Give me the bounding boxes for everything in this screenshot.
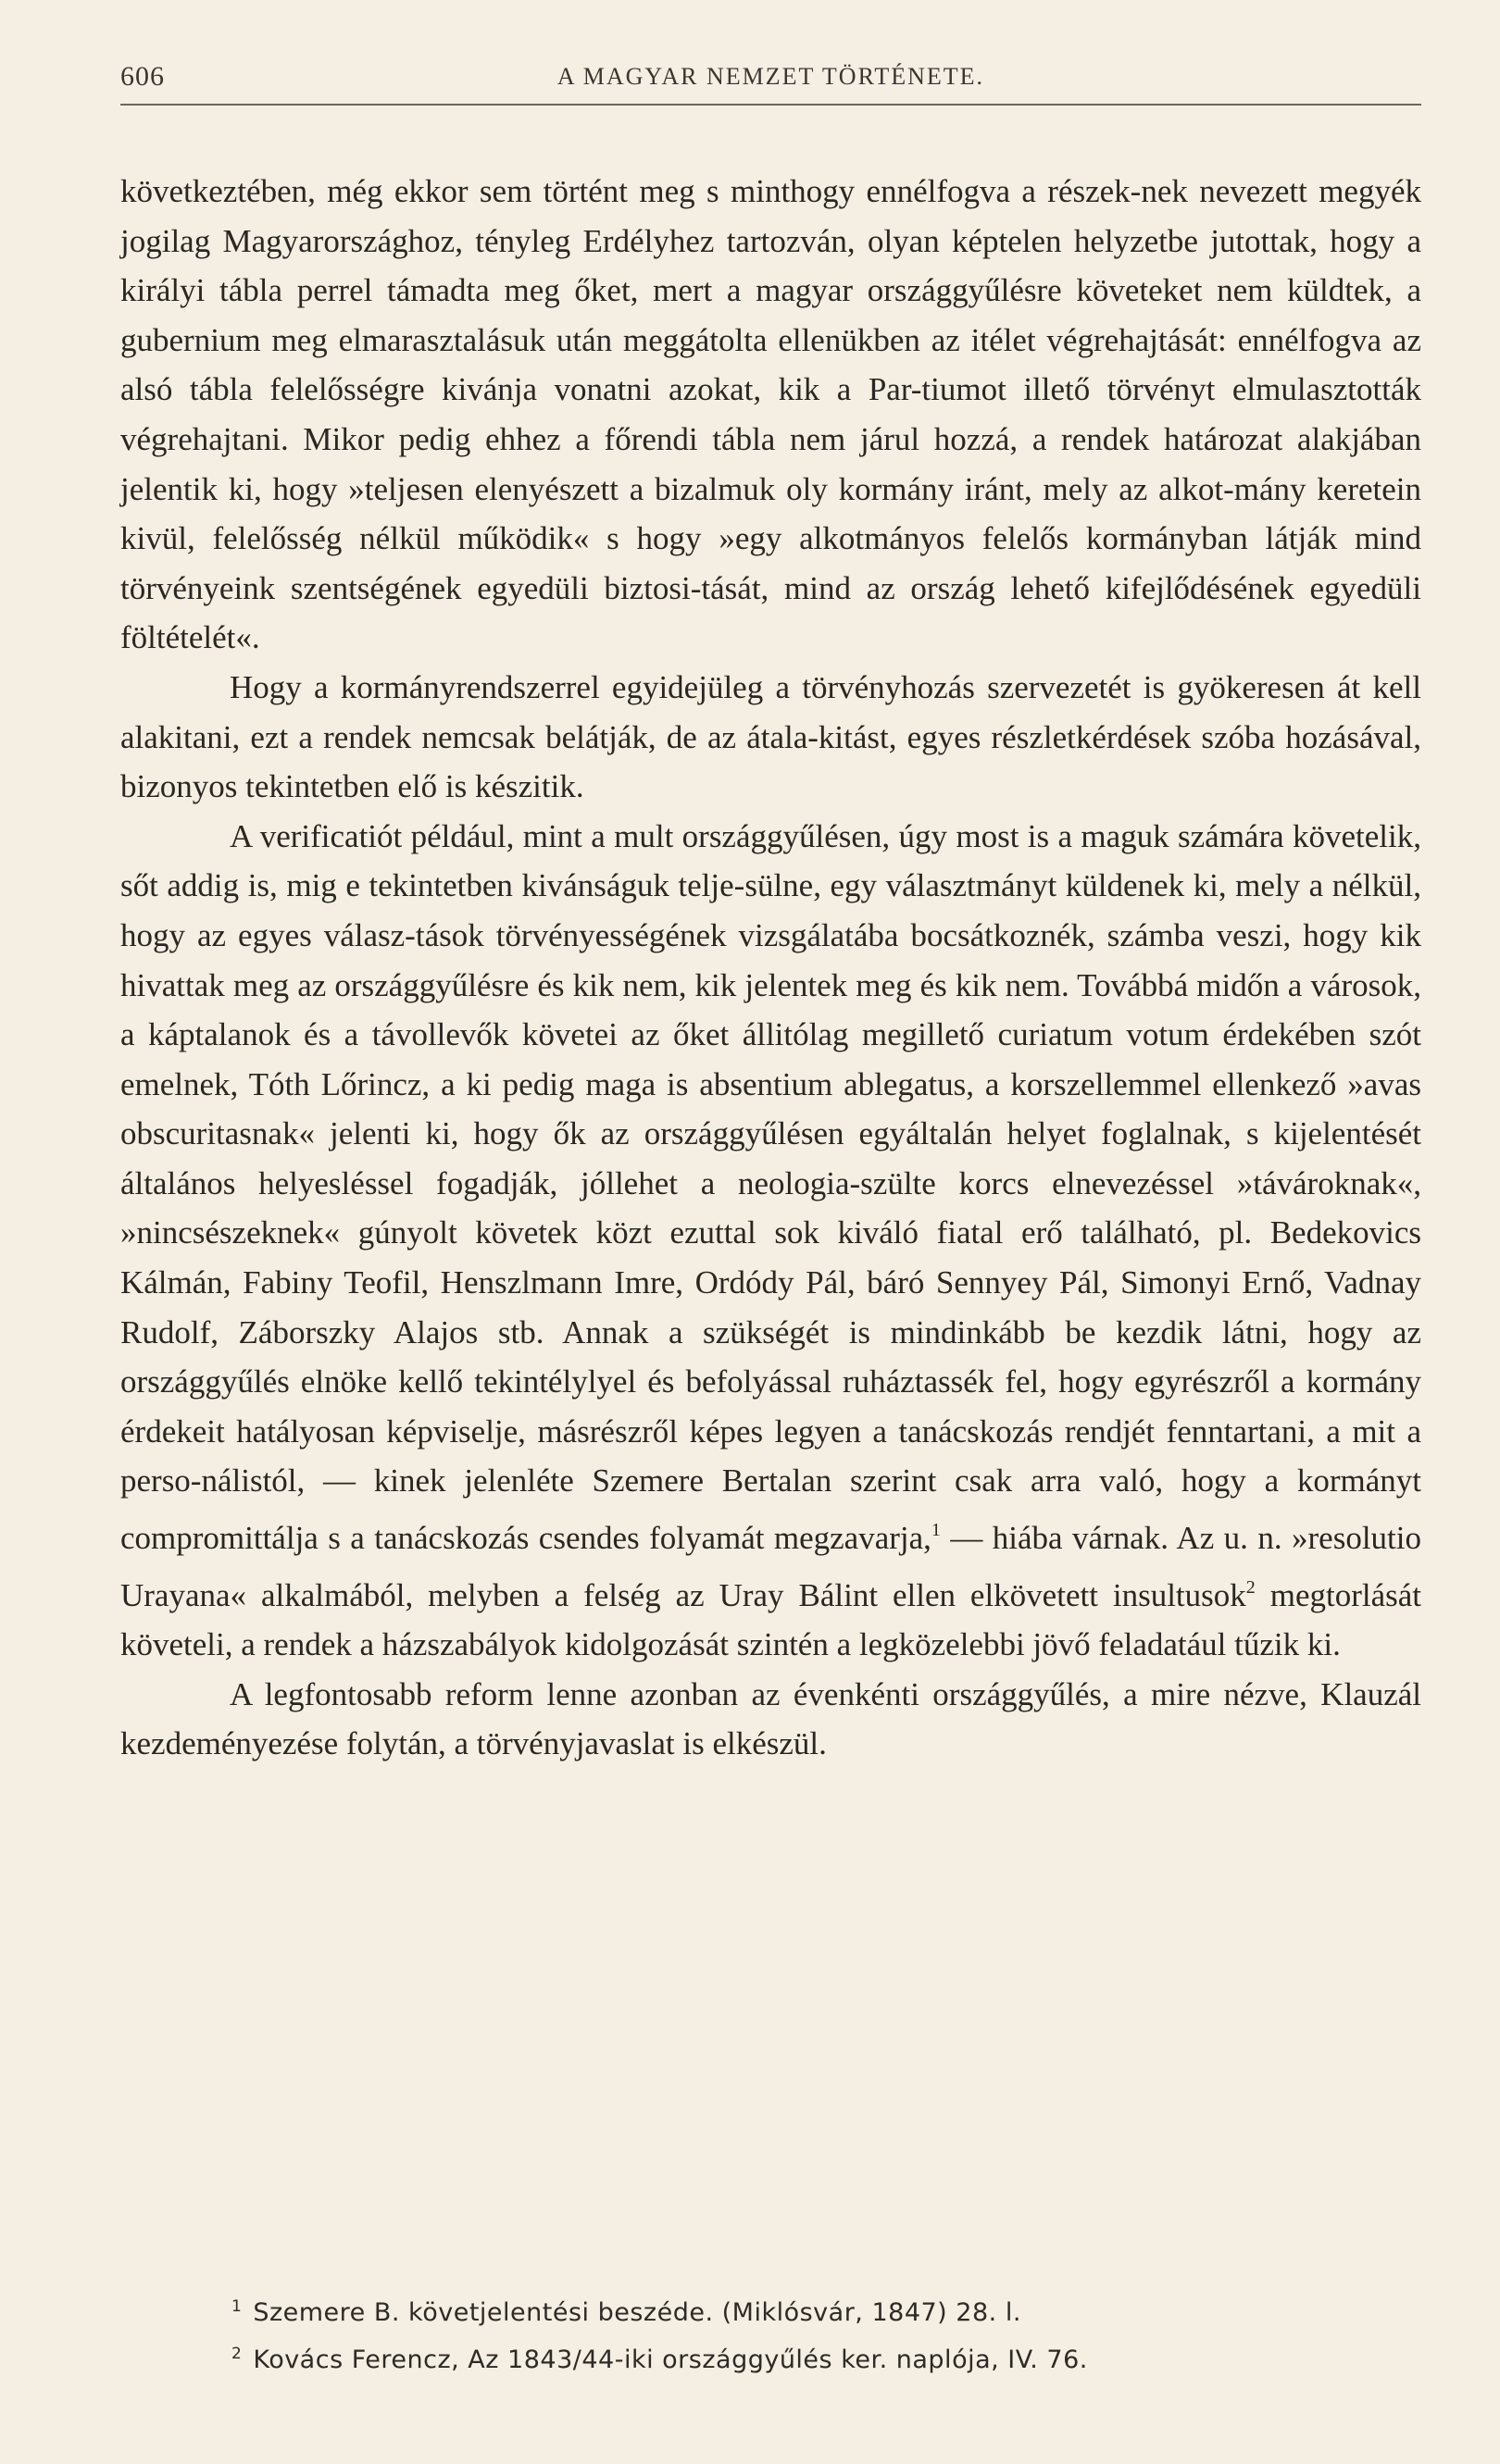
footnote-mark: 1	[231, 2297, 243, 2316]
footnote-1	[231, 2286, 1389, 2333]
footnote-ref-2: 2	[1245, 1576, 1256, 1598]
paragraph-3-part-a: A verificatiót például, mint a mult országgyűlésen, úgy most is a maguk számára követelik, sőt addig is, mig e tekintetben kivánságuk telje-sülne, egy választmányt küldenek ki, mely a nélkül, hogy az egyes válasz-tások törvényességének vizsgálatába bocsátkoznék, számba veszi, hogy kik hivattak meg az országgyűlésre és kik nem, kik jelentek meg és kik nem. Továbbá midőn a városok, a káptalanok és a távollevők követei az őket állitólag megillető curiatum votum érdekében szót emelnek, Tóth Lőrincz, a ki pedig maga is absentium ablegatus, a korszellemmel ellenkező »avas obscuritasnak« jelenti ki, hogy ők az országgyűlésen egyáltalán helyet foglalnak, s kijelentését általános helyesléssel fogadják, jóllehet a neologia-szülte korcs elnevezéssel »távároknak«, »nincsészeknek« gúnyolt követek közt ezuttal sok kiváló fiatal erő található, pl. Bedekovics Kálmán, Fabiny Teofil, Henszlmann Imre, Ordódy Pál, báró Sennyey Pál, Simonyi Ernő, Vadnay Rudolf, Záborszky Alajos stb. Annak a szükségét is mindinkább be kezdik látni, hogy az országgyűlés elnöke kellő tekintélylyel és befolyással ruháztassék fel, hogy egyrészről a kormány érdekeit hatályosan képviselje, másrészről képes legyen a tanácskozás rendjét fenntartani, a mit a perso-nálistól, — kinek jelenléte Szemere Bertalan szerint csak arra való, hogy a kormányt compromittálja s a tanácskozás csendes folyamát megzavarja,	[120, 817, 1421, 1557]
paragraph-3-part-b: — hiába várnak. Az u. n. »resolutio Urayana« alkalmából, melyben a felség az Uray Bálint ellen elkövetett insultusok	[120, 1520, 1421, 1613]
footnote-2	[231, 2333, 1389, 2381]
footnote-text: Kovács Ferencz, Az 1843/44-iki országgyűlés ker. naplója, IV. 76.	[253, 2346, 1088, 2374]
paragraph-4: A legfontosabb reform lenne azonban az évenkénti országgyűlés, a mire nézve, Klauzál kezdeményezése folytán, a törvényjavaslat is elkészül.	[120, 1675, 1421, 1762]
footnote-text: Szemere B. követjelentési beszéde. (Miklósvár, 1847) 28. l.	[253, 2298, 1021, 2327]
running-title: A MAGYAR NEMZET TÖRTÉNETE.	[556, 63, 985, 90]
footnote-ref-1: 1	[931, 1520, 941, 1541]
paragraph-1: következtében, még ekkor sem történt meg s minthogy ennélfogva a részek-nek nevezett megyék jogilag Magyarországhoz, tényleg Erdélyhez tartozván, olyan képtelen helyzetbe jutottak, hogy a királyi tábla perrel támadta meg őket, mert a magyar országgyűlésre követeket nem küldtek, a gubernium meg elmarasztalásuk után meggátolta ellenükben az itélet végrehajtását: ennélfogva az alsó tábla felelősségre kivánja vonatni azokat, kik a Par-tiumot illető törvényt elmulasztották végrehajtani. Mikor pedig ehhez a főrendi tábla nem járul hozzá, a rendek határozat alakjában jelentik ki, hogy »teljesen elenyészett a bizalmuk oly kormány iránt, mely az alkot-mány keretein kivül, felelősség nélkül működik« s hogy »egy alkotmányos felelős kormányban látják mind törvényeink szentségének egyedüli biztosi-tását, mind az ország lehető kifejlődésének egyedüli föltételét«.	[120, 173, 1421, 656]
paragraph-3	[120, 812, 1421, 1670]
footnote-mark: 2	[231, 2345, 243, 2363]
footnotes	[231, 2286, 1389, 2381]
paragraph-2: Hogy a kormányrendszerrel egyidejüleg a törvényhozás szervezetét is gyökeresen át kell alakitani, ezt a rendek nemcsak belátják, de az átala-kitást, egyes részletkérdések szóba hozásával, bizonyos tekintetben elő is készitik.	[120, 668, 1421, 805]
paragraph-3-part-c: megtorlását követeli, a rendek a házszabályok kidolgozását szintén a legközelebbi jövő feladatául tűzik ki.	[120, 1576, 1421, 1663]
page-number: 606	[120, 61, 165, 92]
body-text	[120, 167, 1421, 1769]
page-header	[120, 57, 1421, 106]
